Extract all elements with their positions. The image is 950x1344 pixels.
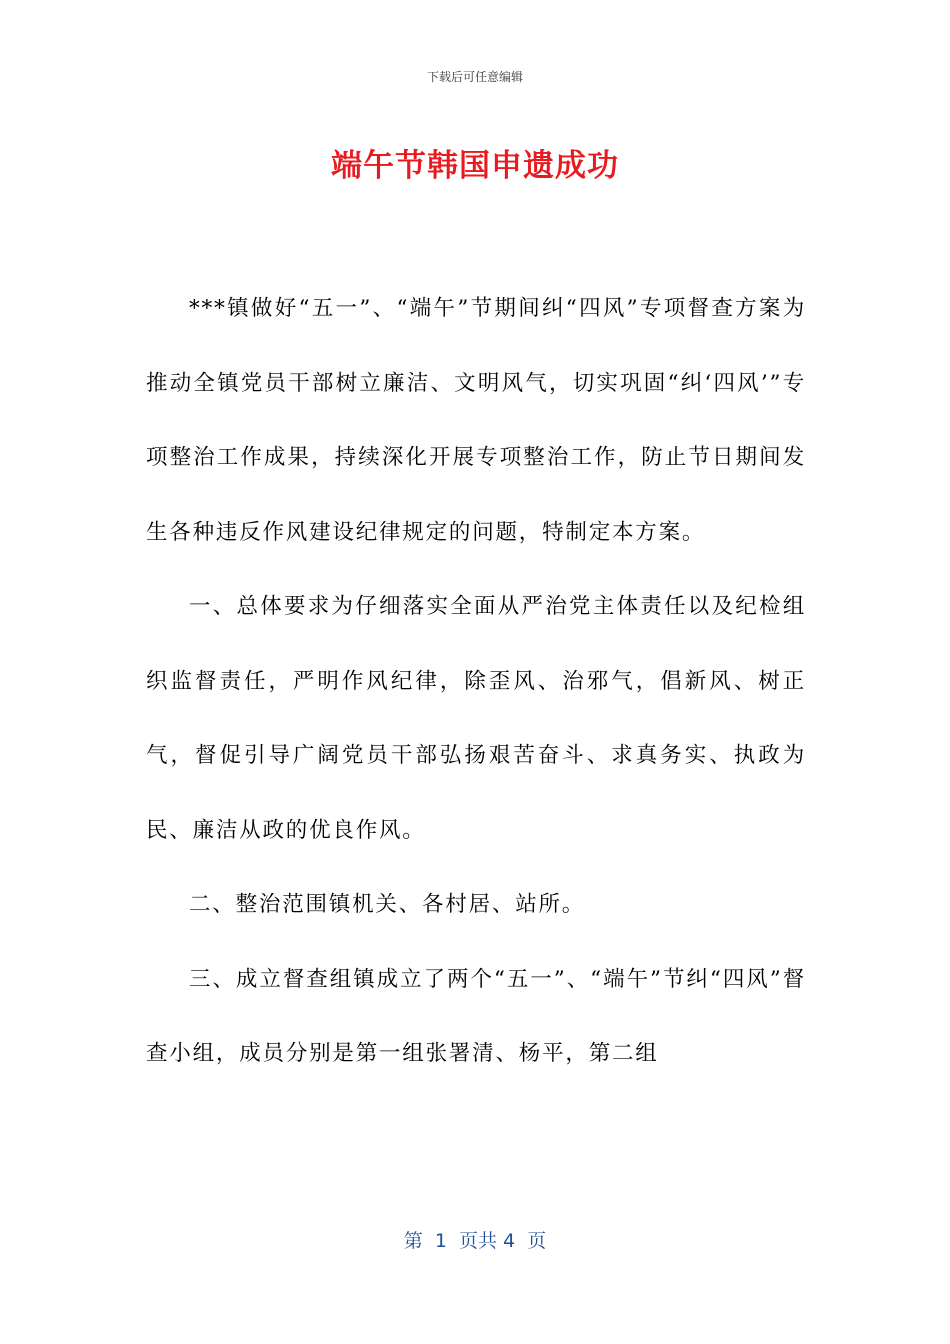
paragraph: ***镇做好“五一”、“端午”节期间纠“四风”专项督查方案为推动全镇党员干部树立廉洁、文明风气，切实巩固“纠‘四风’”专项整治工作成果，持续深化开展专项整治工作，防止节日期间发生各种违反作风建设纪律规定的问题，特制定本方案。	[146, 296, 806, 545]
paragraph: 一、总体要求为仔细落实全面从严治党主体责任以及纪检组织监督责任，严明作风纪律，除歪风、治邪气，倡新风、树正气，督促引导广阔党员干部弘扬艰苦奋斗、求真务实、执政为民、廉洁从政的优良作风。	[146, 594, 806, 843]
document-body	[146, 272, 806, 1092]
document-title: 端午节韩国申遗成功	[331, 148, 619, 184]
header-note: 下载后可任意编辑	[426, 70, 523, 84]
page-number-footer: 第 1 页共 4 页	[403, 1230, 547, 1252]
paragraph: 三、成立督查组镇成立了两个“五一”、“端午”节纠“四风”督查小组，成员分别是第一组张署清、杨平，第二组	[146, 966, 806, 1066]
paragraph: 二、整治范围镇机关、各村居、站所。	[189, 892, 586, 917]
